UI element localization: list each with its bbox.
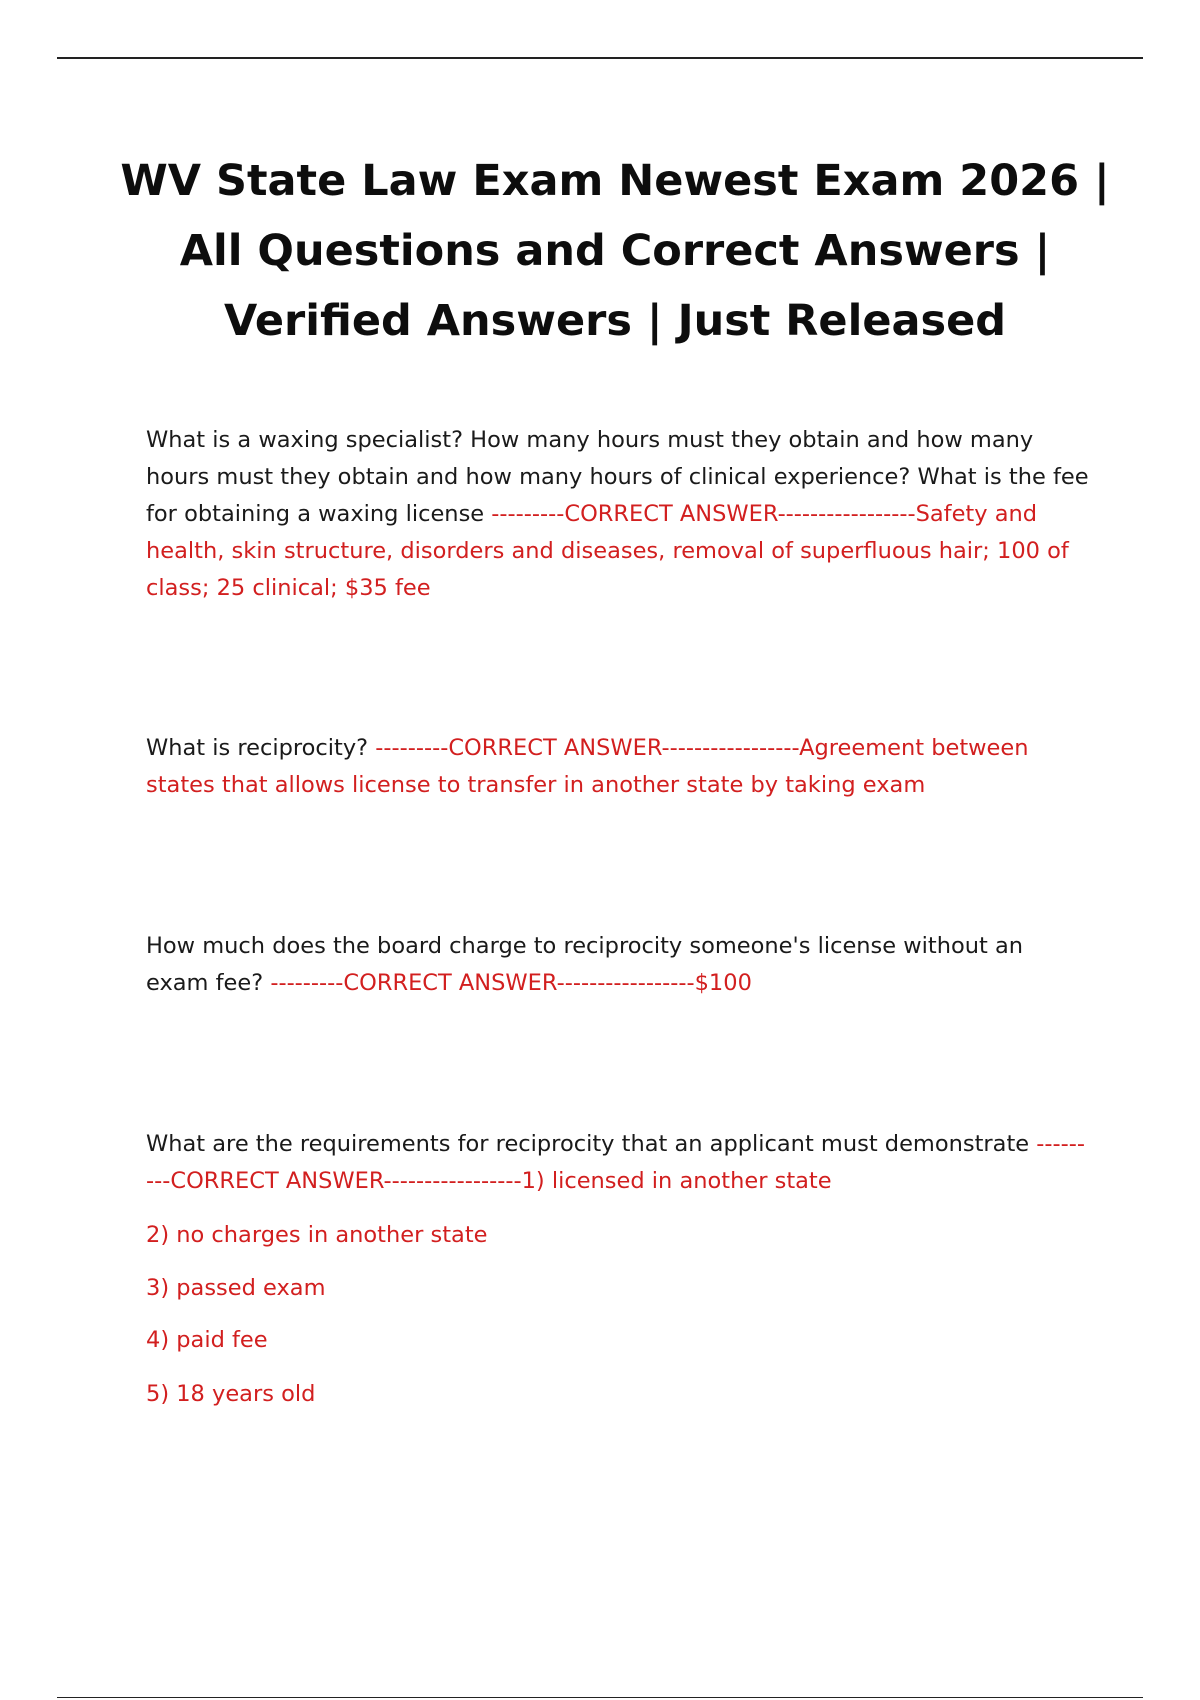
- answer-text: ---------CORRECT ANSWER-----------------Agreement between states that allows license to transfer in another state by taking exam: [146, 735, 1029, 798]
- document-title: [120, 146, 1110, 356]
- answer-list-item: 4) paid fee: [146, 1327, 268, 1353]
- title-line-2: All Questions and Correct Answers |: [179, 226, 1051, 276]
- top-rule: [57, 57, 1143, 59]
- answer-text: ---------CORRECT ANSWER-----------------$100: [270, 970, 752, 996]
- question-text: How much does the board charge to reciprocity someone's license without an exam fee?: [146, 933, 1024, 996]
- qa-item-reciprocity-requirements: [146, 1126, 1091, 1200]
- question-text: What is a waxing specialist? How many hours must they obtain and how many hours must they obtain and how many hours of clinical experience? What is the fee for obtaining a waxing license: [146, 427, 1089, 527]
- qa-item-board-charge: [146, 928, 1091, 1002]
- answer-list-item: 3) passed exam: [146, 1275, 326, 1301]
- title-line-3: Verified Answers | Just Released: [223, 296, 1007, 346]
- answer-list-item: 2) no charges in another state: [146, 1222, 488, 1248]
- bottom-rule: [57, 1697, 1143, 1698]
- answer-text: ---------CORRECT ANSWER-----------------Safety and health, skin structure, disorders and diseases, removal of superfluous hair; 100 of class; 25 clinical; $35 fee: [146, 501, 1069, 601]
- question-text: What are the requirements for reciprocity that an applicant must demonstrate: [146, 1131, 1037, 1157]
- answer-text: ---------CORRECT ANSWER-----------------1) licensed in another state: [146, 1131, 1085, 1194]
- qa-item-reciprocity: [146, 730, 1091, 804]
- title-line-1: WV State Law Exam Newest Exam 2026 |: [120, 156, 1110, 206]
- qa-item-waxing-specialist: [146, 422, 1091, 607]
- question-text: What is reciprocity?: [146, 735, 376, 761]
- answer-list-item: 5) 18 years old: [146, 1381, 316, 1407]
